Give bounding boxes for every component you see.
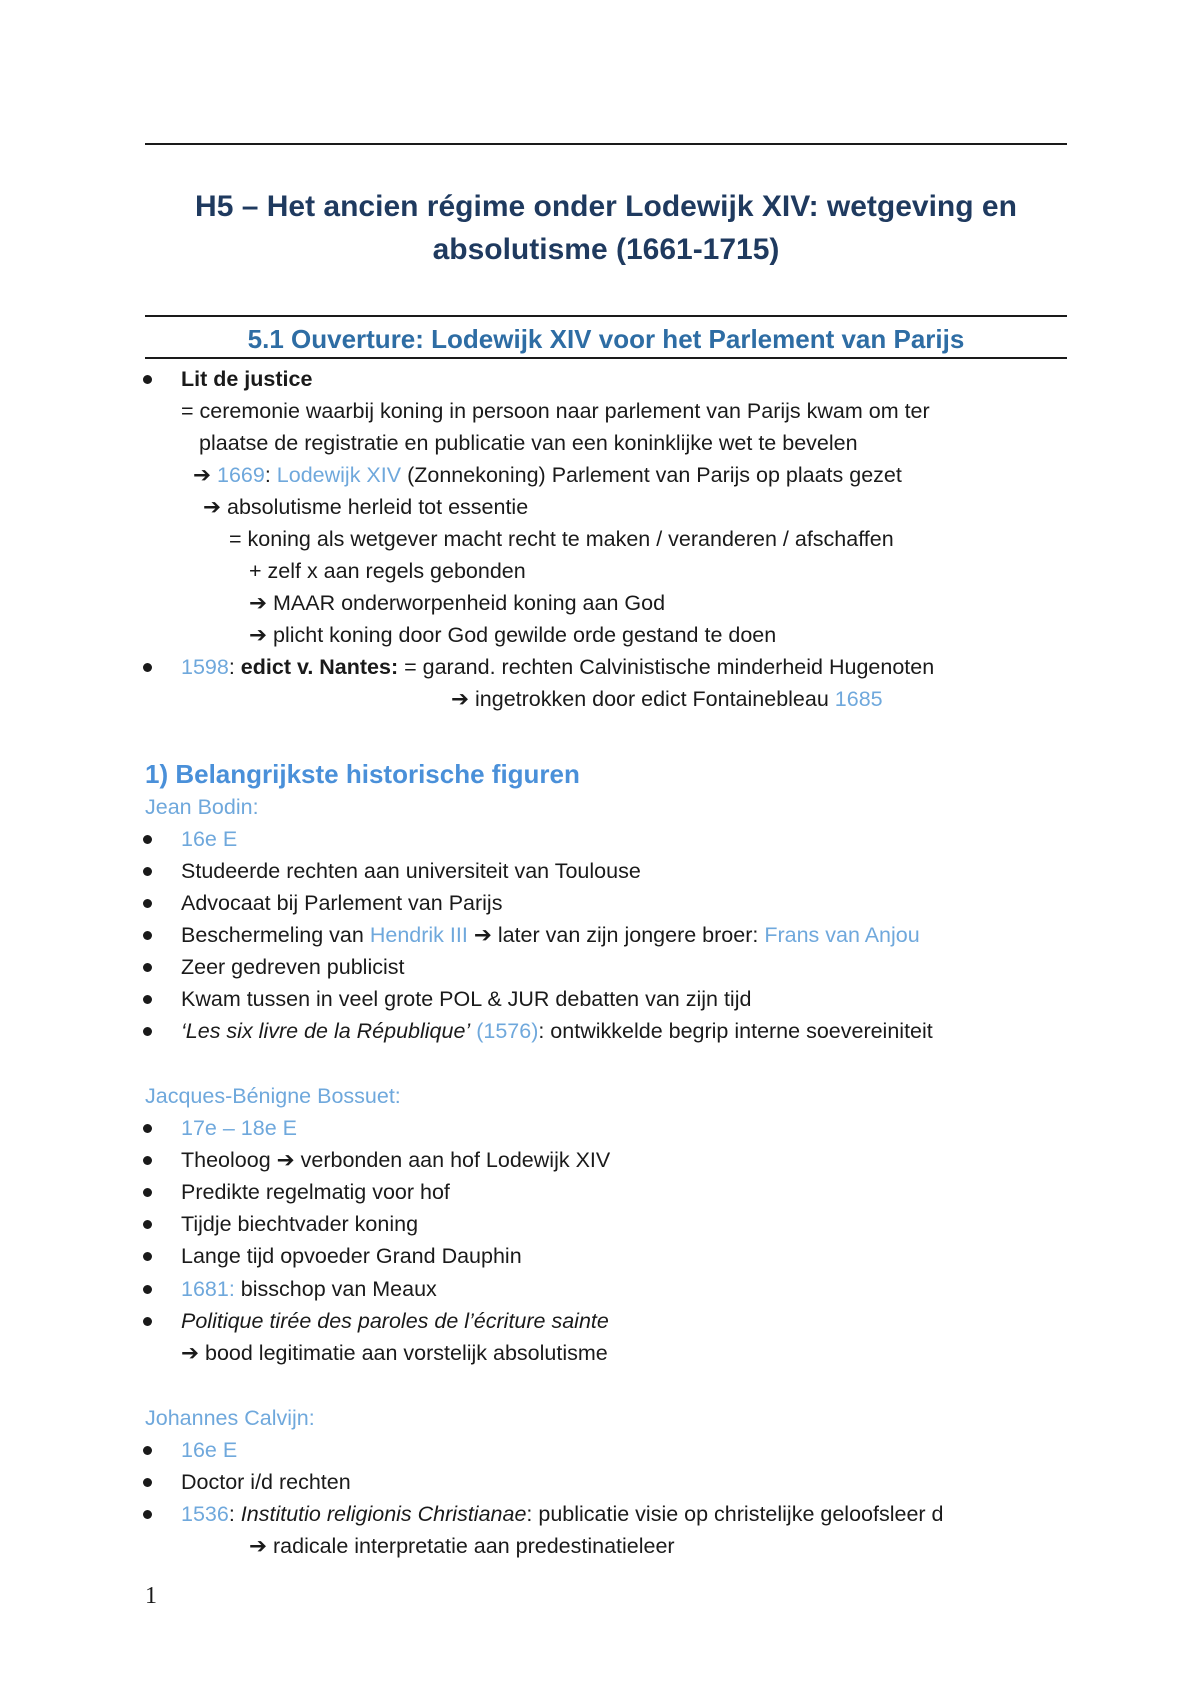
bossuet-name: Jacques-Bénigne Bossuet: [145, 1084, 401, 1108]
bodin-item: Zeer gedreven publicist [181, 955, 405, 979]
bullet [143, 899, 152, 908]
page-number: 1 [145, 1583, 157, 1609]
person-name: Lodewijk XIV [276, 463, 402, 487]
lit-arrow-2 [203, 494, 528, 520]
year: 1681: [181, 1277, 235, 1301]
lit-definition-3: = koning als wetgever macht recht te maken / veranderen / afschaffen [229, 527, 894, 551]
bodin-item: Kwam tussen in veel grote POL & JUR debatten van zijn tijd [181, 987, 752, 1011]
year: 1669 [217, 463, 265, 487]
lit-heading: Lit de justice [181, 367, 313, 391]
bossuet-item: Lange tijd opvoeder Grand Dauphin [181, 1244, 522, 1268]
edict-line: 1598: edict v. Nantes: = garand. rechten Calvinistische minderheid Hugenoten [181, 655, 935, 679]
arrow-icon: ➔ [181, 1341, 205, 1365]
bullet [143, 1252, 152, 1261]
lit-plus: + zelf x aan regels gebonden [249, 559, 526, 583]
bullet [143, 663, 152, 672]
bodin-item: Studeerde rechten aan universiteit van Toulouse [181, 859, 641, 883]
edict-label: edict v. Nantes: [240, 655, 399, 679]
bodin-item [181, 922, 920, 948]
page-title [145, 185, 1067, 271]
arrow-icon: ➔ [451, 687, 475, 711]
bullet [143, 1124, 152, 1133]
bossuet-item-text: verbonden aan hof Lodewijk XIV [300, 1148, 611, 1172]
bullet [143, 931, 152, 940]
arrow-icon: ➔ [473, 923, 492, 947]
bodin-item [181, 1018, 933, 1044]
bossuet-item-text: bisschop van Meaux [240, 1277, 437, 1301]
bossuet-item [181, 1147, 610, 1173]
year: 1598 [181, 655, 229, 679]
bossuet-item-text: Theoloog [181, 1148, 271, 1172]
bodin-century: 16e E [181, 827, 238, 851]
lit-arrow-3-text: MAAR onderworpenheid koning aan God [273, 591, 666, 615]
calvijn-name: Johannes Calvijn: [145, 1406, 315, 1430]
edict-arrow [451, 686, 883, 712]
bullet [143, 963, 152, 972]
book-title: Politique tirée des paroles de l’écriture sainte [181, 1309, 609, 1333]
bullet [143, 1446, 152, 1455]
bullet [143, 1510, 152, 1519]
bodin-item-text: Beschermeling van [181, 923, 364, 947]
bullet [143, 1156, 152, 1165]
lit-arrow-2-text: absolutisme herleid tot essentie [227, 495, 529, 519]
bossuet-item: Tijdje biechtvader koning [181, 1212, 419, 1236]
bodin-item-text: later van zijn jongere broer: [497, 923, 759, 947]
edict-arrow-text: ingetrokken door edict Fontainebleau [475, 687, 829, 711]
edict-text: = garand. rechten Calvinistische minderheid Hugenoten [404, 655, 935, 679]
bullet [143, 995, 152, 1004]
bodin-name: Jean Bodin: [145, 795, 259, 819]
section-heading: 5.1 Ouverture: Lodewijk XIV voor het Parlement van Parijs [247, 324, 965, 354]
section-rule-bottom [145, 357, 1067, 359]
bullet [143, 835, 152, 844]
book-title: ‘Les six livre de la République’ [181, 1019, 471, 1043]
lit-arrow-3 [249, 590, 665, 616]
book-title: Institutio religionis Christianae [240, 1502, 527, 1526]
arrow-icon: ➔ [193, 463, 217, 487]
arrow-icon: ➔ [203, 495, 227, 519]
lit-definition-2: plaatse de registratie en publicatie van een koninklijke wet te bevelen [199, 431, 858, 455]
lit-arrow-4-text: plicht koning door God gewilde orde gestand te doen [273, 623, 777, 647]
bossuet-item: Predikte regelmatig voor hof [181, 1180, 450, 1204]
bullet [143, 375, 152, 384]
lit-arrow-4 [249, 622, 776, 648]
arrow-icon: ➔ [276, 1148, 295, 1172]
bullet [143, 1478, 152, 1487]
calvijn-arrow [249, 1533, 675, 1559]
bullet [143, 1317, 152, 1326]
bullet [143, 867, 152, 876]
bullet [143, 1285, 152, 1294]
bossuet-arrow-text: bood legitimatie aan vorstelijk absolutisme [205, 1341, 608, 1365]
person-name: Hendrik III [369, 923, 468, 947]
bodin-item-text: : ontwikkelde begrip interne soevereiniteit [538, 1019, 933, 1043]
bullet [143, 1027, 152, 1036]
year: 1685 [834, 687, 883, 711]
lit-definition-1: = ceremonie waarbij koning in persoon naar parlement van Parijs kwam om ter [181, 399, 930, 423]
arrow-icon: ➔ [249, 591, 273, 615]
bodin-item: Advocaat bij Parlement van Parijs [181, 891, 503, 915]
arrow-icon: ➔ [249, 623, 273, 647]
arrow-icon: ➔ [249, 1534, 273, 1558]
title-line-1: H5 – Het ancien régime onder Lodewijk XIV: wetgeving en [195, 190, 1017, 223]
year: (1576) [476, 1019, 539, 1043]
calvijn-item: Doctor i/d rechten [181, 1470, 351, 1494]
section-rule-top [145, 315, 1067, 317]
lit-arrow-1: ➔ 1669: Lodewijk XIV (Zonnekoning) Parlement van Parijs op plaats gezet [193, 463, 902, 487]
year: 1536 [181, 1502, 229, 1526]
calvijn-arrow-text: radicale interpretatie aan predestinatieleer [273, 1534, 675, 1558]
title-line-2: absolutisme (1661-1715) [432, 233, 780, 266]
bossuet-arrow [181, 1340, 608, 1366]
bullet [143, 1188, 152, 1197]
calvijn-century: 16e E [181, 1438, 238, 1462]
calvijn-item-text: : publicatie visie op christelijke geloofsleer d [526, 1502, 944, 1526]
figures-heading: 1) Belangrijkste historische figuren [145, 759, 580, 789]
bullet [143, 1220, 152, 1229]
bossuet-item [181, 1276, 437, 1302]
lit-arrow-1-text: (Zonnekoning) Parlement van Parijs op plaats gezet [407, 463, 902, 487]
bossuet-century: 17e – 18e E [181, 1116, 297, 1140]
person-name: Frans van Anjou [764, 923, 920, 947]
calvijn-item: 1536: Institutio religionis Christianae: publicatie visie op christelijke geloofsleer d [181, 1502, 944, 1526]
top-rule [145, 143, 1067, 145]
